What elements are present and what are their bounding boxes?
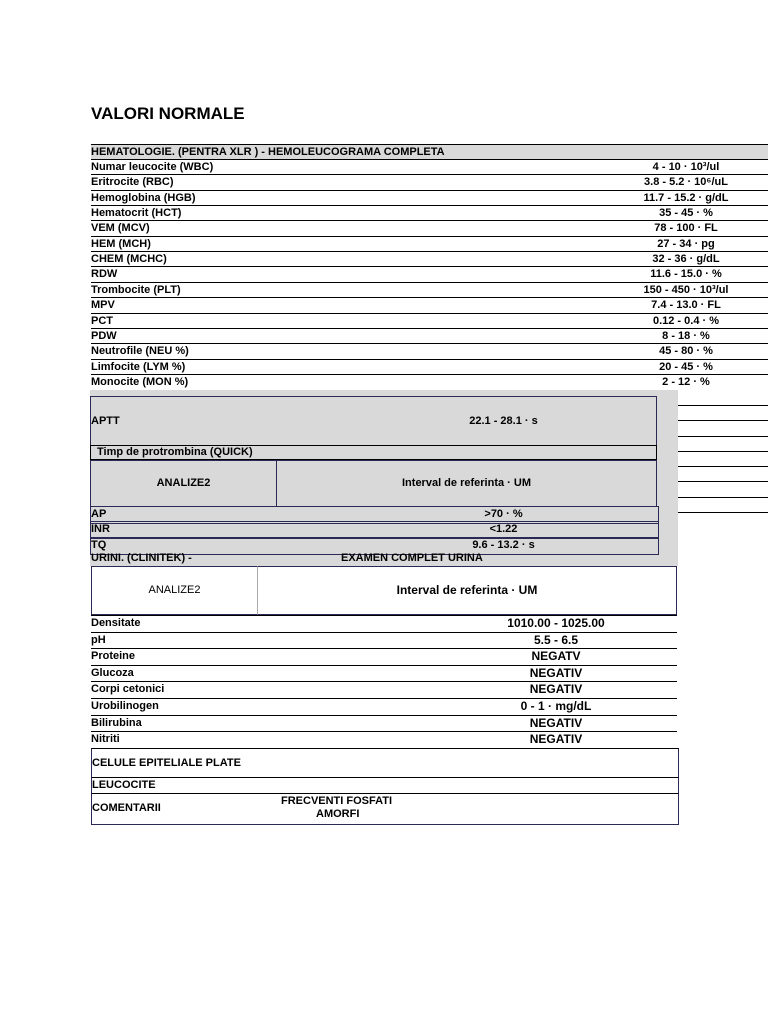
row-value: 35 - 45 · % [659,207,713,220]
table-row [91,251,768,267]
row-value: NEGATIV [529,715,583,730]
row-label: TQ [91,538,107,551]
row-value: 20 - 45 · % [659,360,713,373]
comment-line1: FRECVENTI FOSFATI [281,795,393,807]
row-label: PCT [91,314,113,327]
row-label: Proteine [91,650,136,663]
row-label: RDW [91,268,118,281]
leucocite-row [91,777,679,794]
table-row [91,220,768,236]
divider [677,451,768,452]
coag-column-analize: ANALIZE2 [90,460,277,507]
row-value: 78 - 100 · FL [654,222,718,235]
table-row [91,297,768,313]
row-value: 45 - 80 · % [659,345,713,358]
urine-header-right: EXAMEN COMPLET URINA [341,552,483,564]
row-value: 11.7 - 15.2 · g/dL [643,191,729,204]
row-value: 3.8 - 5.2 · 10⁶/uL [644,176,728,189]
row-label: Bilirubina [91,716,142,729]
row-label: AP [91,508,107,520]
row-label: VEM (MCV) [91,222,150,235]
divider [677,436,768,437]
table-row [91,266,768,282]
row-value: NEGATV [531,649,581,664]
row-label: Numar leucocite (WBC) [91,161,214,173]
urine-column-analize: ANALIZE2 [91,566,258,615]
table-row [91,205,768,221]
row-label: HEM (MCH) [91,237,151,250]
aptt-label: APTT [91,415,120,427]
quick-header [90,445,657,460]
table-row [91,681,677,699]
hematology-header [91,144,768,160]
divider [677,481,768,482]
table-row [91,374,768,390]
row-value: 0.12 - 0.4 · % [652,314,720,327]
hematology-header-label: HEMATOLOGIE. (PENTRA XLR ) - HEMOLEUCOGRAMA COMPLETA [91,146,445,158]
row-label: Trombocite (PLT) [91,283,181,296]
row-value: >70 · % [484,508,523,520]
row-label: Limfocite (LYM %) [91,360,186,373]
aptt-value: 22.1 - 28.1 · s [469,415,538,427]
leucocite-label: LEUCOCITE [92,779,156,791]
table-row [91,174,768,190]
table-row [91,190,768,206]
row-value: 4 - 10 · 10³/ul [652,161,720,173]
row-label: INR [91,523,110,536]
row-label: Glucoza [91,666,134,679]
row-value: NEGATIV [529,682,583,697]
urine-column-interval: Interval de referinta · UM [257,566,677,615]
row-label: Neutrofile (NEU %) [91,345,189,358]
row-label: Eritrocite (RBC) [91,176,174,189]
table-row [91,698,677,716]
table-row [91,282,768,298]
comment-row [91,793,679,825]
divider [677,497,768,498]
row-label: PDW [91,329,117,342]
table-row [91,313,768,329]
row-label: Hemoglobina (HGB) [91,191,196,204]
comment-label: COMENTARII [92,802,161,814]
row-value: 7.4 - 13.0 · FL [651,299,721,312]
table-row [91,731,677,749]
row-value: 11.6 - 15.0 · % [650,268,722,281]
table-row [91,615,677,633]
table-row [91,159,768,175]
row-value: 9.6 - 13.2 · s [472,538,535,551]
row-label: pH [91,633,106,646]
table-row [91,328,768,344]
row-value: 150 - 450 · 10³/ul [643,283,729,296]
table-row [91,648,677,666]
table-row [91,359,768,375]
table-row [91,236,768,252]
row-value: 2 - 12 · % [662,375,710,388]
table-row [91,665,677,683]
row-label: Hematocrit (HCT) [91,207,182,220]
row-value: NEGATIV [529,665,583,680]
row-label: MPV [91,299,115,312]
urine-header-left: URINI. (CLINITEK) - [91,552,192,564]
row-value: 1010.00 - 1025.00 [507,616,605,630]
divider [677,405,768,406]
row-label: Monocite (MON %) [91,375,189,388]
quick-header-label: Timp de protrombina (QUICK) [97,446,253,458]
comment-line2: AMORFI [316,808,360,820]
page-title: VALORI NORMALE [91,104,245,123]
table-row [91,343,768,359]
row-value: 0 - 1 · mg/dL [520,699,592,713]
row-value: 27 - 34 · pg [657,237,715,250]
row-value: 8 - 18 · % [662,329,710,342]
coag-column-interval: Interval de referinta · UM [276,460,657,507]
row-value: <1.22 [489,523,518,536]
table-row [91,632,677,650]
epithelial-label: CELULE EPITELIALE PLATE [92,757,241,769]
divider [677,420,768,421]
urine-header [91,551,677,566]
row-value: 5.5 - 6.5 [533,632,579,647]
row-value: 32 - 36 · g/dL [652,253,720,266]
aptt-row [90,396,657,446]
table-row [91,715,677,733]
row-label: Urobilinogen [91,700,159,712]
divider [677,466,768,467]
row-label: CHEM (MCHC) [91,253,167,266]
row-label: Corpi cetonici [91,683,165,696]
row-label: Densitate [91,617,141,629]
divider [677,512,768,513]
epithelial-row [91,748,679,778]
row-label: Nitriti [91,733,120,746]
row-value: NEGATIV [529,732,583,747]
